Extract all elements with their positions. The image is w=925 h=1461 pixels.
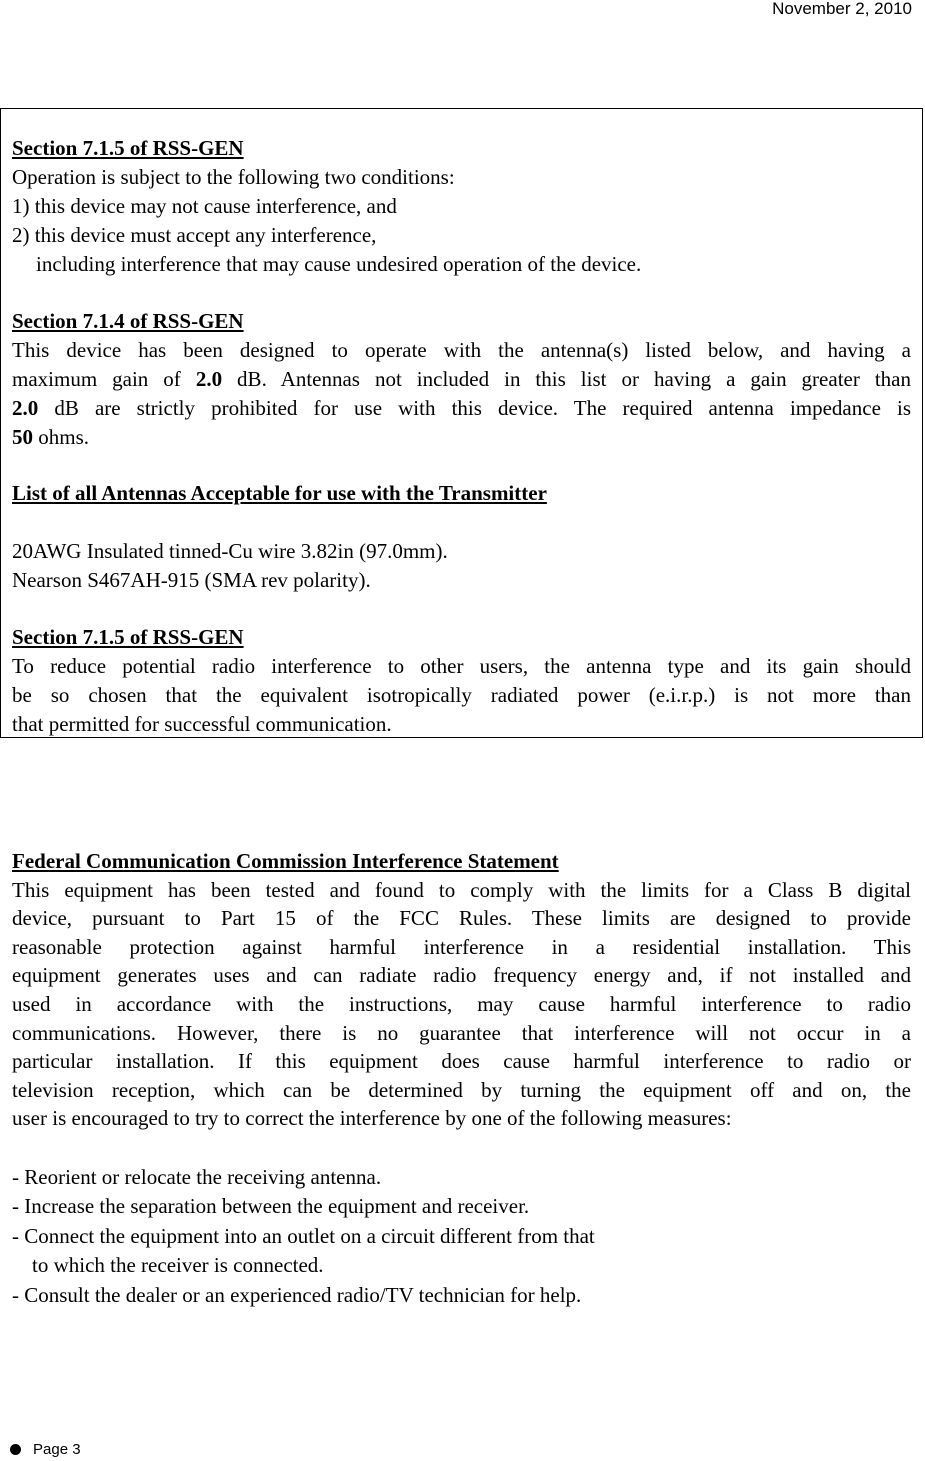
text-line: particular installation. If this equipment does cause harmful interference to radio or [12,1049,911,1074]
bullet-icon [10,1444,21,1455]
impedance-value: 50 [12,424,33,449]
list-item: - Reorient or relocate the receiving antenna. [12,1165,382,1189]
page-number: Page 3 [33,1441,81,1458]
text-fragment: dB are strictly prohibited for use with this device. The required antenna impedance is [38,395,911,420]
text-fragment: dB. Antennas not included in this list or having a gain greater than [222,366,911,391]
text-line: Operation is subject to the following two conditions: [12,164,455,189]
section-heading: Section 7.1.4 of RSS-GEN [12,309,244,333]
text-line: device, pursuant to Part 15 of the FCC Rules. These limits are designed to provide [12,906,911,931]
text-line: communications. However, there is no guarantee that interference will not occur in a [12,1020,911,1045]
text-line: 2) this device must accept any interference, [12,222,377,247]
section-heading: Section 7.1.5 of RSS-GEN [12,136,244,160]
rss-section-7-1-4 [12,307,911,452]
text-line: This equipment has been tested and found to comply with the limits for a Class B digital [12,877,911,902]
text-fragment: maximum gain of [12,366,196,391]
section-heading: Federal Communication Commission Interference Statement [12,849,559,873]
list-item-continuation: to which the receiver is connected. [32,1253,324,1278]
text-line: that permitted for successful communication. [12,711,392,736]
text-line: equipment generates uses and can radiate radio frequency energy and, if not installed and [12,963,911,988]
antenna-item: Nearson S467AH-915 (SMA rev polarity). [12,567,371,592]
text-line: reasonable protection against harmful interference in a residential installation. This [12,934,911,959]
text-line: This device has been designed to operate with the antenna(s) listed below, and having a [12,337,911,362]
text-line: used in accordance with the instructions, may cause harmful interference to radio [12,991,911,1016]
text-line: television reception, which can be determined by turning the equipment off and on, the [12,1077,911,1102]
text-line [12,394,911,423]
measures-list [12,1163,595,1310]
text-line: be so chosen that the equivalent isotropically radiated power (e.i.r.p.) is not more than [12,682,911,707]
rss-section-7-1-5-b [12,623,911,739]
list-item: - Connect the equipment into an outlet on a circuit different from that [12,1223,595,1248]
text-fragment: ohms. [33,424,90,449]
page-footer [10,1441,81,1458]
section-heading: List of all Antennas Acceptable for use with the Transmitter [12,481,547,505]
text-line [12,423,911,452]
max-gain-value: 2.0 [195,366,223,391]
antenna-item: 20AWG Insulated tinned-Cu wire 3.82in (97.0mm). [12,538,448,563]
document-date: November 2, 2010 [772,0,912,18]
text-line: 1) this device may not cause interference, and [12,193,397,218]
list-item: - Increase the separation between the equipment and receiver. [12,1194,530,1219]
list-item: - Consult the dealer or an experienced radio/TV technician for help. [12,1282,582,1307]
fcc-interference-statement [12,847,911,1133]
text-line: user is encouraged to try to correct the interference by one of the following measures: [12,1106,732,1131]
text-line: including interference that may cause undesired operation of the device. [36,251,642,276]
antenna-list-section [12,479,911,595]
text-line [12,365,911,394]
rss-section-7-1-5-a [12,134,911,279]
section-heading: Section 7.1.5 of RSS-GEN [12,625,244,649]
max-gain-value: 2.0 [12,395,39,420]
text-line: To reduce potential radio interference to other users, the antenna type and its gain should [12,653,911,678]
